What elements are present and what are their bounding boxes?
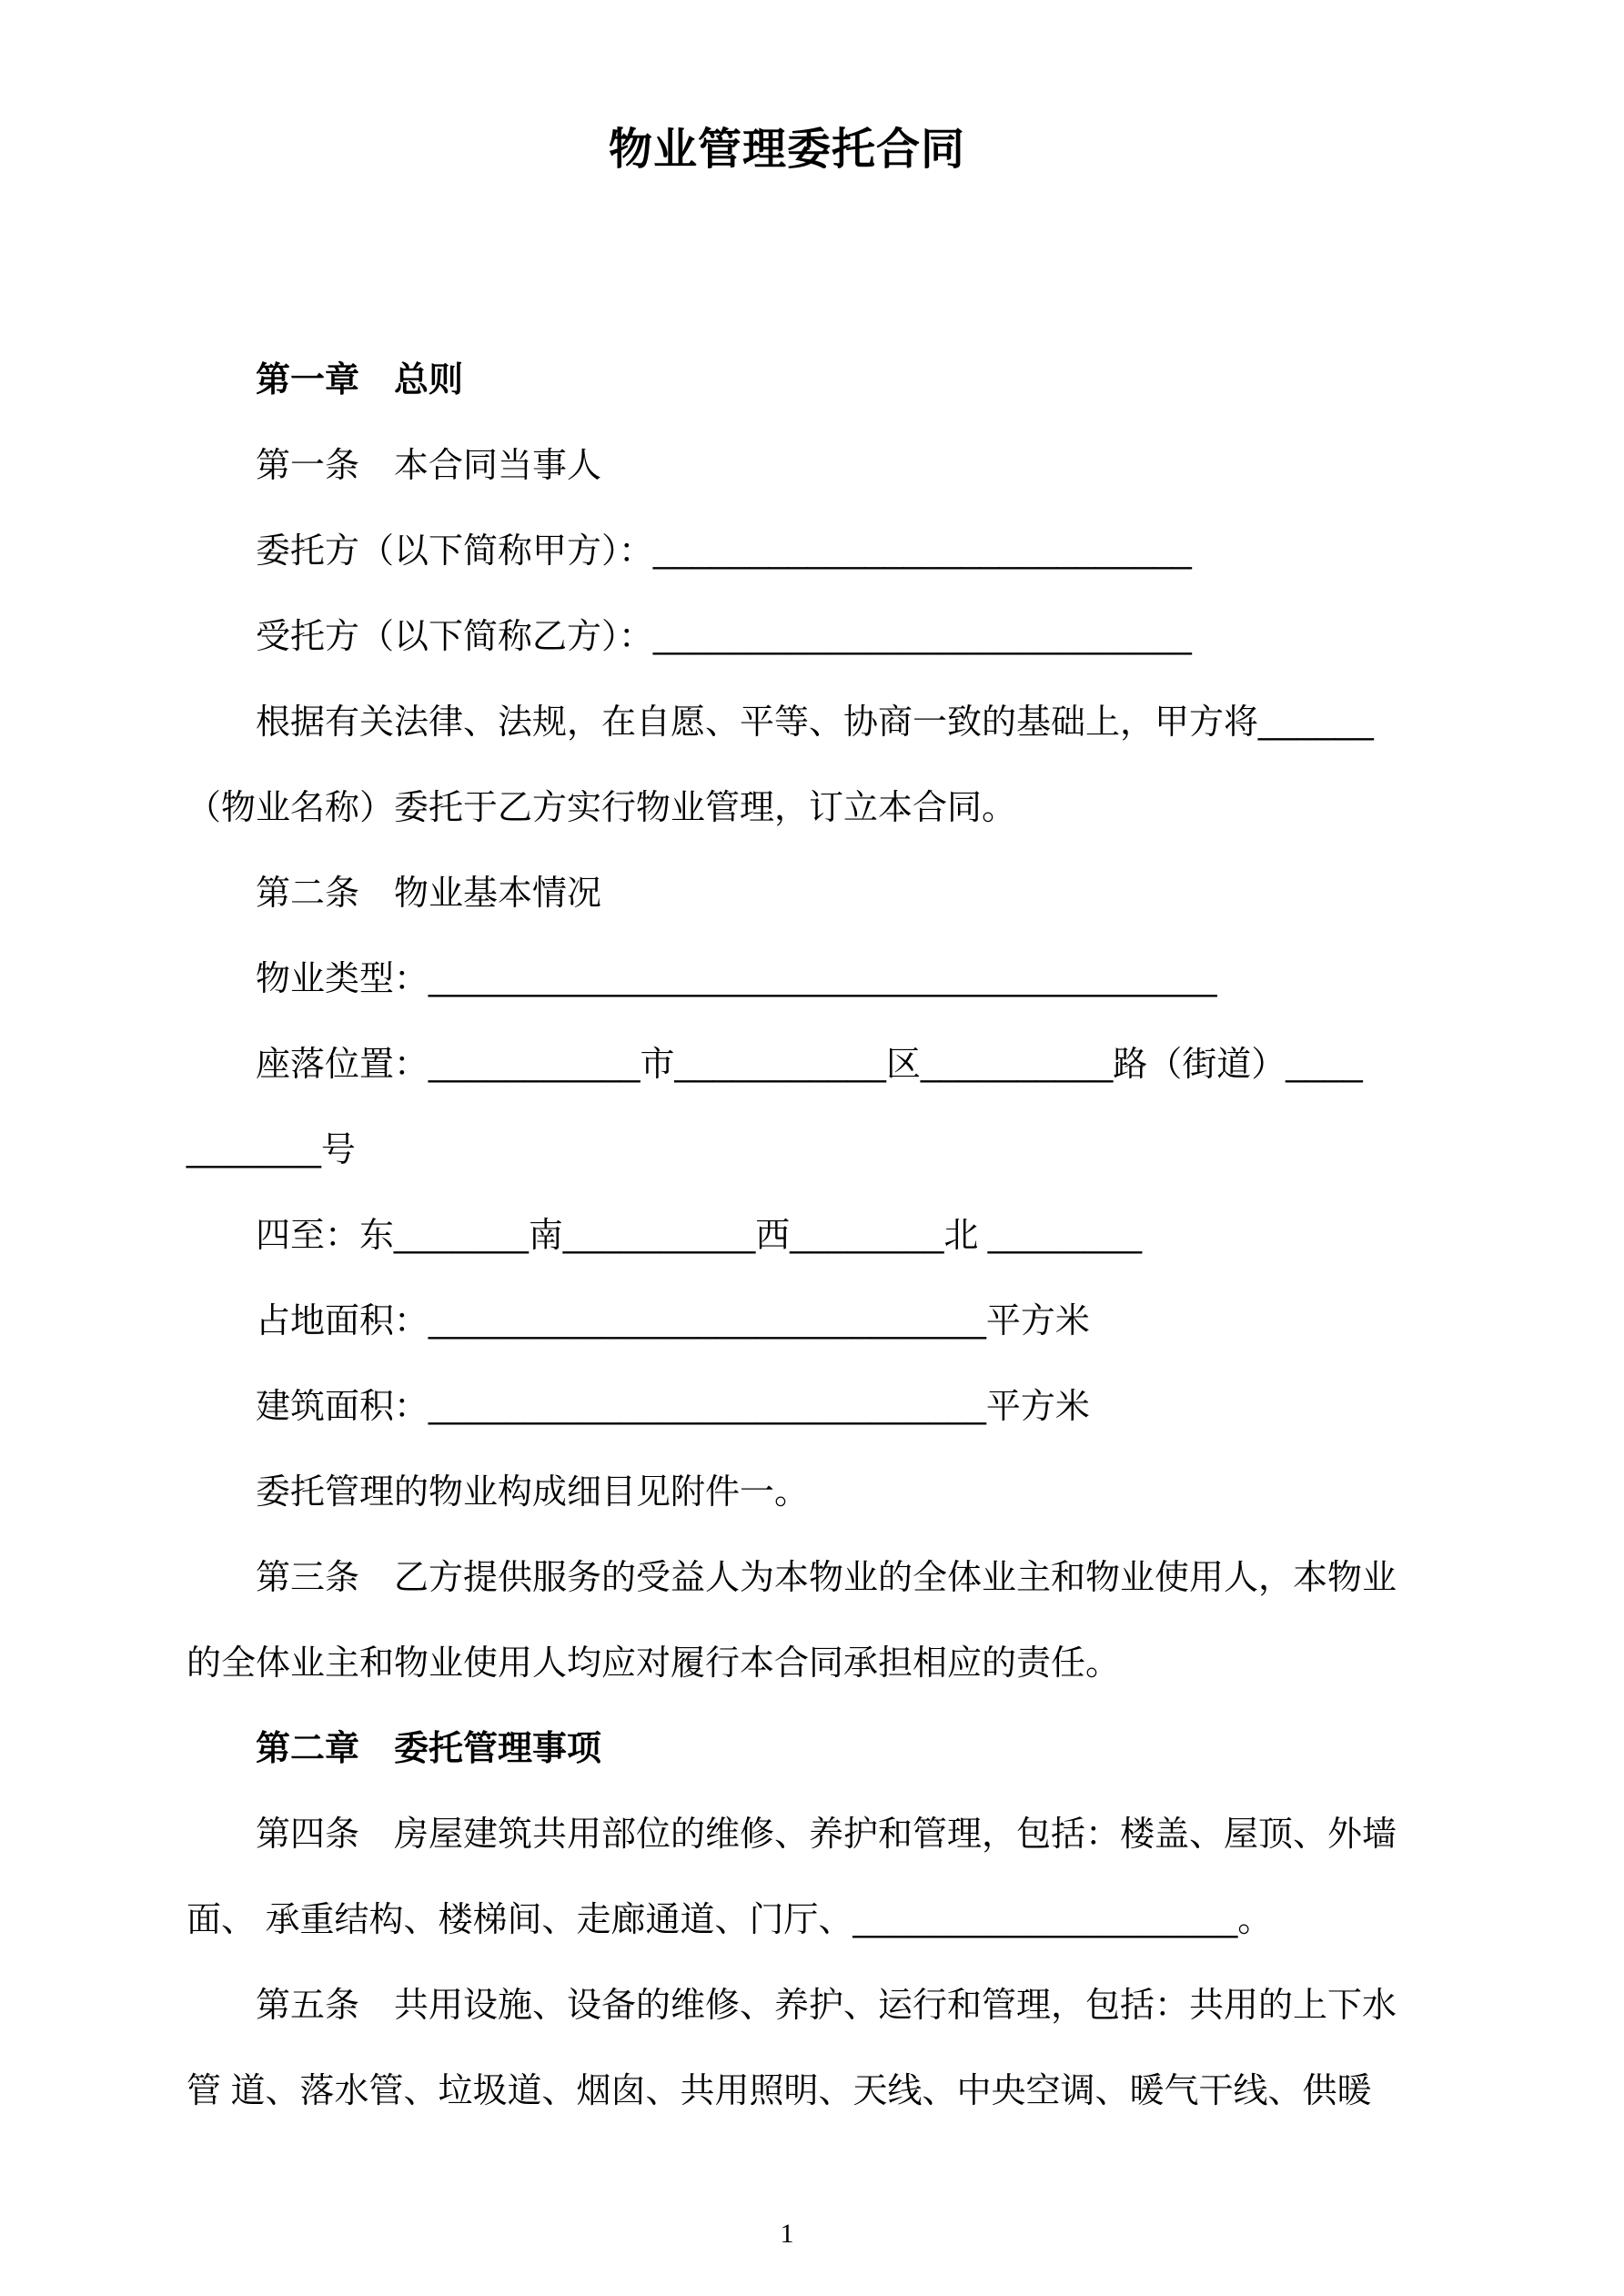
- chapter-2-heading: 第二章 委托管理事项: [256, 1730, 602, 1768]
- chapter-1-heading: 第一章 总则: [256, 361, 464, 400]
- party-b-blank-line: 受托方（以下简称乙方）：____________________________: [256, 618, 1192, 656]
- article-3-line-1: 第三条 乙方提供服务的受益人为本物业的全体业主和物业使用人，本物业: [256, 1559, 1397, 1597]
- party-a-blank-line: 委托方（以下简称甲方）：____________________________: [256, 532, 1192, 571]
- location-blank-line-2: _______号: [187, 1131, 356, 1169]
- property-type-blank-line: 物业类型：_________________________________________: [256, 960, 1217, 998]
- preamble-line-2: （物业名称）委托于乙方实行物业管理，订立本合同。: [187, 789, 1017, 827]
- page-number: 1: [780, 2219, 794, 2249]
- article-4-line-2: 面、 承重结构、楼梯间、走廊通道、门厅、____________________。: [187, 1901, 1273, 1939]
- article-4-line-1: 第四条 房屋建筑共用部位的维修、养护和管理，包括：楼盖、屋顶、外墙: [256, 1816, 1397, 1854]
- document-body: [187, 338, 1397, 2134]
- article-1-heading: 第一条 本合同当事人: [256, 447, 602, 485]
- document-title: 物业管理委托合同: [608, 126, 965, 174]
- article-3-line-2: 的全体业主和物业使用人均应对履行本合同承担相应的责任。: [187, 1644, 1121, 1683]
- building-area-blank-line: 建筑面积：_____________________________平方米: [256, 1388, 1090, 1426]
- boundaries-blank-line: 四至：东_______南__________西________北 ________: [256, 1217, 1142, 1255]
- article-5-line-1: 第五条 共用设施、设备的维修、养护、运行和管理，包括：共用的上下水: [256, 1987, 1397, 2025]
- attachment-note-line: 委托管理的物业构成细目见附件一。: [256, 1473, 810, 1512]
- land-area-blank-line: 占地面积：_____________________________平方米: [256, 1302, 1090, 1340]
- article-5-line-2: 管 道、落水管、垃圾道、烟囱、共用照明、天线、中央空调、暖气干线、供暖: [187, 2072, 1372, 2110]
- location-blank-line-1: 座落位置：___________市___________区__________路（街道）____: [256, 1046, 1363, 1084]
- preamble-line-1: 根据有关法律、法规，在自愿、平等、协商一致的基础上，甲方将______: [256, 703, 1374, 742]
- article-2-heading: 第二条 物业基本情况: [256, 875, 602, 913]
